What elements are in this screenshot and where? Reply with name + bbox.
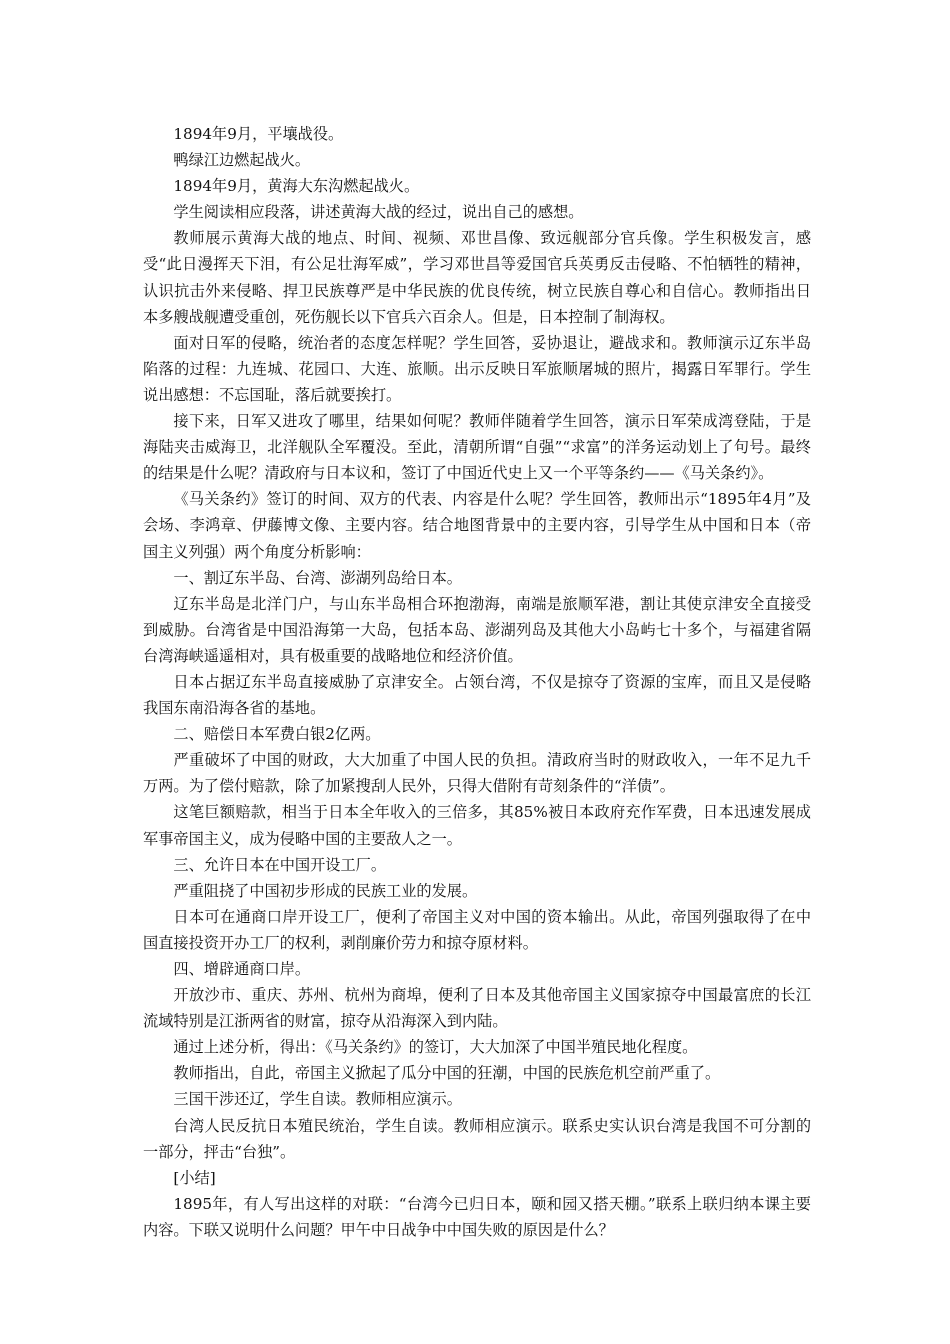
paragraph: 教师展示黄海大战的地点、时间、视频、邓世昌像、致远舰部分官兵像。学生积极发言，感受“此日漫挥天下泪，有公足壮海军威”，学习邓世昌等爱国官兵英勇反击侵略、不怕牺牲的精神，认识抗击外来侵略、捍卫民族尊严是中华民族的优良传统，树立民族自尊心和自信心。教师指出日本多艘战舰遭受重创，死伤舰长以下官兵六百余人。但是，日本控制了制海权。 [143, 229, 811, 326]
paragraph: 一、割辽东半岛、台湾、澎湖列岛给日本。 [173, 568, 462, 587]
paragraph: 教师指出，自此，帝国主义掀起了瓜分中国的狂潮，中国的民族危机空前严重了。 [173, 1064, 721, 1083]
paragraph: 1894年9月，平壤战役。 [173, 125, 344, 143]
paragraph: 面对日军的侵略，统治者的态度怎样呢？学生回答，妥协退让，避战求和。教师演示辽东半岛陷落的过程：九连城、花园口、大连、旅顺。出示反映日军旅顺屠城的照片，揭露日军罪行。学生说出感想：不忘国耻，落后就要挨打。 [143, 333, 811, 404]
paragraph: 严重破坏了中国的财政，大大加重了中国人民的负担。清政府当时的财政收入，一年不足九千万两。为了偿付赔款，除了加紧搜刮人民外，只得大借附有苛刻条件的“洋债”。 [143, 751, 811, 796]
paragraph: 开放沙市、重庆、苏州、杭州为商埠，便利了日本及其他帝国主义国家掠夺中国最富庶的长江流域特别是江浙两省的财富，掠夺从沿海深入到内陆。 [143, 986, 811, 1031]
document-page [143, 121, 811, 1243]
paragraph: 接下来，日军又进攻了哪里，结果如何呢？教师伴随着学生回答，演示日军荣成湾登陆，于是海陆夹击威海卫，北洋舰队全军覆没。至此，清朝所谓“自强”“求富”的洋务运动划上了句号。最终的结果是什么呢？清政府与日本议和，签订了中国近代史上又一个平等条约——《马关条约》。 [143, 412, 811, 483]
paragraph: 1894年9月，黄海大东沟燃起战火。 [173, 177, 420, 196]
paragraph: 日本占据辽东半岛直接威胁了京津安全。占领台湾，不仅是掠夺了资源的宝库，而且又是侵略我国东南沿海各省的基地。 [143, 672, 811, 718]
paragraph: 三国干涉还辽，学生自读。教师相应演示。 [173, 1090, 462, 1109]
paragraph: 鸭绿江边燃起战火。 [173, 151, 311, 170]
paragraph: 这笔巨额赔款，相当于日本全年收入的三倍多，其85%被日本政府充作军费，日本迅速发展成军事帝国主义，成为侵略中国的主要敌人之一。 [143, 803, 811, 848]
paragraph: 辽东半岛是北洋门户，与山东半岛相合环抱渤海，南端是旅顺军港，割让其使京津安全直接受到威胁。台湾省是中国沿海第一大岛，包括本岛、澎湖列岛及其他大小岛屿七十多个，与福建省隔台湾海峡遥遥相对，具有极重要的战略地位和经济价值。 [143, 594, 811, 665]
paragraph: 日本可在通商口岸开设工厂，便利了帝国主义对中国的资本输出。从此，帝国列强取得了在中国直接投资开办工厂的权利，剥削廉价劳力和掠夺原材料。 [143, 907, 811, 952]
paragraph: 严重阻挠了中国初步形成的民族工业的发展。 [173, 881, 478, 900]
paragraph: 二、赔偿日本军费白银2亿两。 [173, 725, 381, 744]
paragraph: 三、允许日本在中国开设工厂。 [173, 855, 387, 874]
summary-heading: [小结] [173, 1168, 216, 1187]
paragraph: 通过上述分析，得出：《马关条约》的签订，大大加深了中国半殖民地化程度。 [173, 1038, 698, 1057]
paragraph: 《马关条约》签订的时间、双方的代表、内容是什么呢？学生回答，教师出示“1895年4月”及会场、李鸿章、伊藤博文像、主要内容。结合地图背景中的主要内容，引导学生从中国和日本（帝国主义列强）两个角度分析影响： [143, 490, 811, 561]
paragraph: 1895年，有人写出这样的对联：“台湾今已归日本，颐和园又搭天棚。”联系上联归纳本课主要内容。下联又说明什么问题？甲午中日战争中中国失败的原因是什么？ [143, 1194, 811, 1239]
paragraph: 学生阅读相应段落，讲述黄海大战的经过，说出自己的感想。 [173, 203, 584, 222]
paragraph: 台湾人民反抗日本殖民统治，学生自读。教师相应演示。联系史实认识台湾是我国不可分割的一部分，抨击“台独”。 [143, 1116, 811, 1161]
paragraph: 四、增辟通商口岸。 [173, 960, 311, 978]
